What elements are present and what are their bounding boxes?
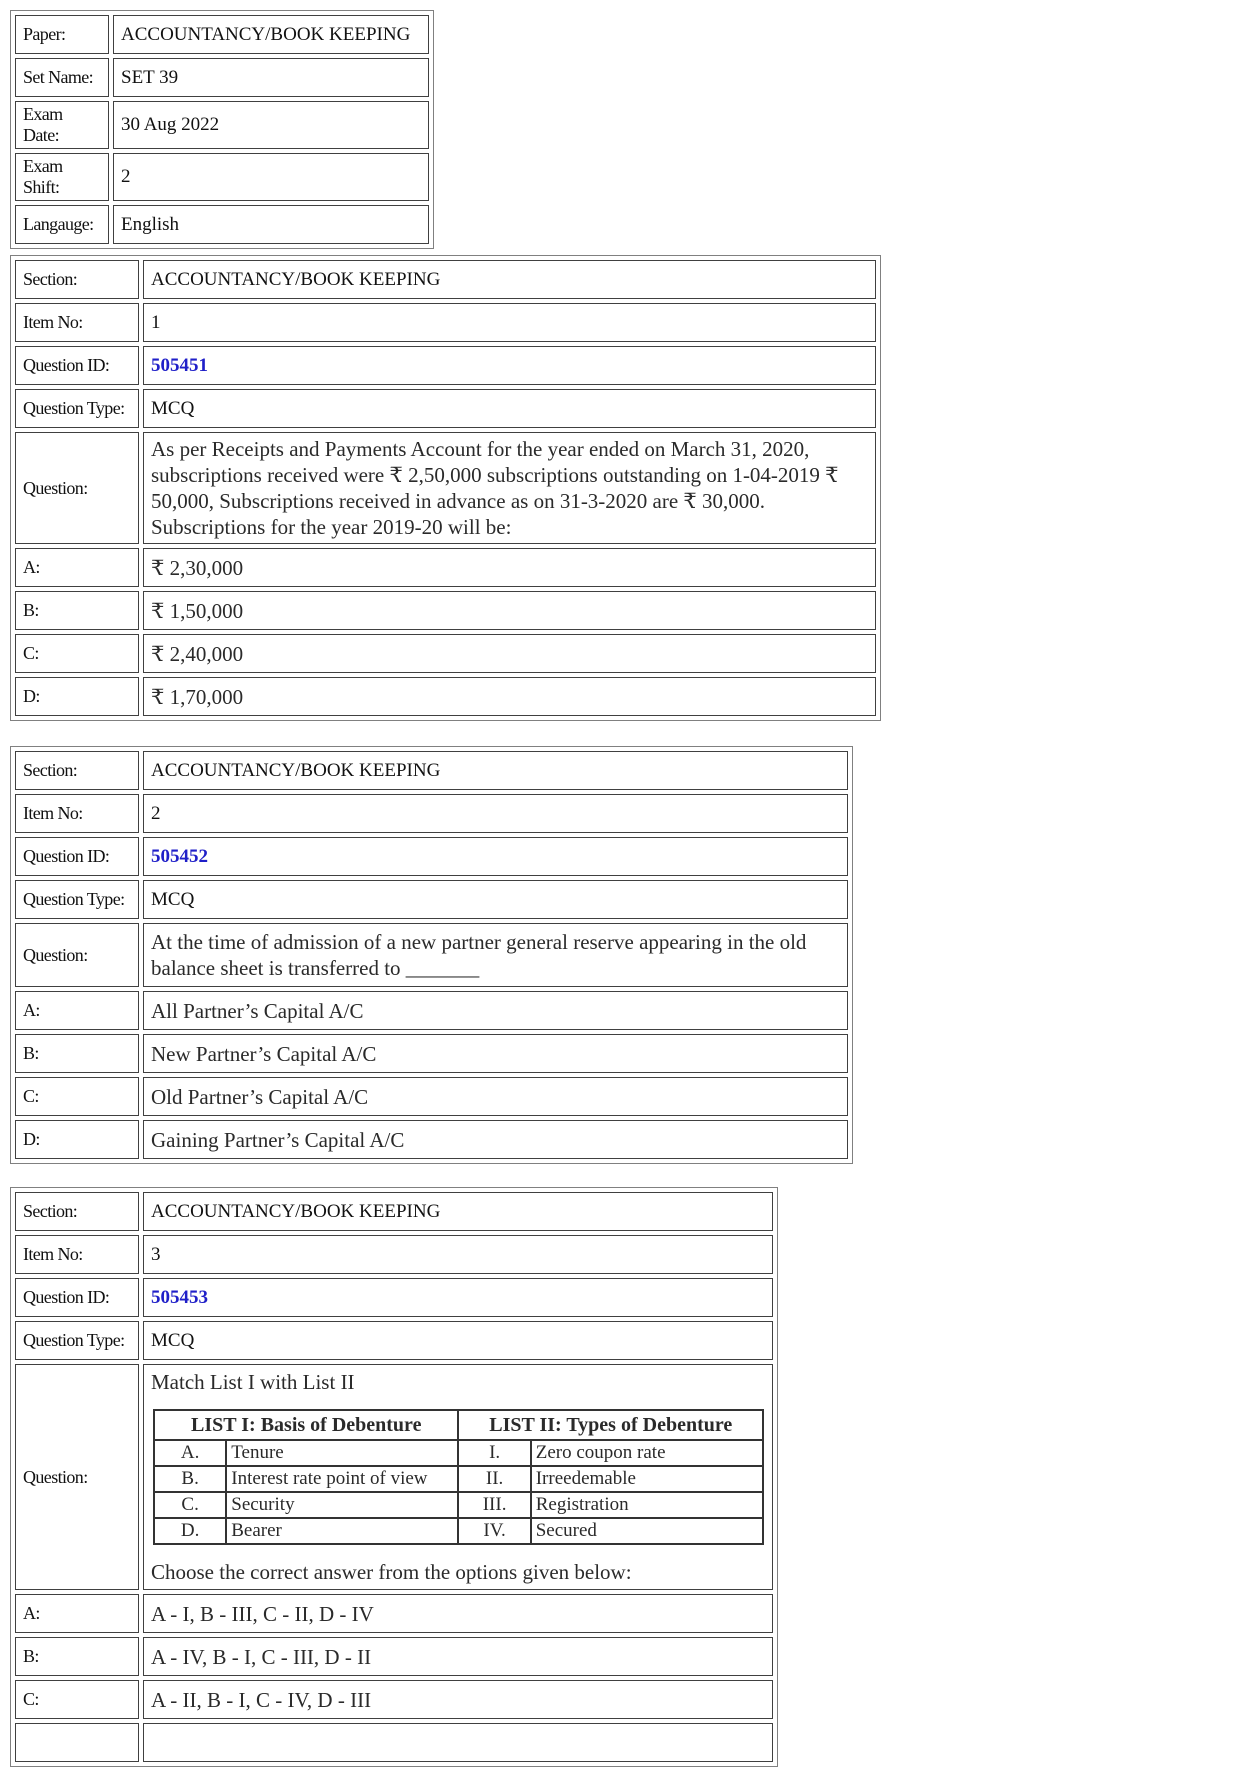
- question-label: Question:: [15, 923, 139, 987]
- list2-key: III.: [458, 1492, 530, 1518]
- item-no-row: [15, 303, 876, 342]
- option-b-label: B:: [15, 1034, 139, 1073]
- question-type-label: Question Type:: [15, 1321, 139, 1360]
- match-table: [153, 1409, 764, 1545]
- option-b-text: ₹ 1,50,000: [143, 591, 876, 630]
- option-b-text: A - IV, B - I, C - III, D - II: [143, 1637, 773, 1676]
- item-no-row: [15, 794, 848, 833]
- option-c-label: C:: [15, 1077, 139, 1116]
- option-c-text: Old Partner’s Capital A/C: [143, 1077, 848, 1116]
- match-row: [154, 1466, 763, 1492]
- option-b-row: [15, 1034, 848, 1073]
- list2-value: Irreedemable: [531, 1466, 763, 1492]
- match-row: [154, 1518, 763, 1544]
- question-type-row: [15, 389, 876, 428]
- section-row: [15, 751, 848, 790]
- section-row: [15, 260, 876, 299]
- section-row: [15, 1192, 773, 1231]
- item-no-value: 3: [143, 1235, 773, 1274]
- list1-key: B.: [154, 1466, 226, 1492]
- option-b-row: [15, 591, 876, 630]
- match-row: [154, 1492, 763, 1518]
- list1-key: A.: [154, 1440, 226, 1466]
- list1-key: C.: [154, 1492, 226, 1518]
- list1-header: LIST I: Basis of Debenture: [154, 1410, 458, 1440]
- list1-value: Tenure: [226, 1440, 458, 1466]
- question-row: [15, 923, 848, 987]
- item-no-value: 1: [143, 303, 876, 342]
- section-label: Section:: [15, 1192, 139, 1231]
- question-id-value: 505451: [143, 346, 876, 385]
- option-c-text: ₹ 2,40,000: [143, 634, 876, 673]
- question-type-value: MCQ: [143, 880, 848, 919]
- section-value: ACCOUNTANCY/BOOK KEEPING: [143, 1192, 773, 1231]
- question-text: As per Receipts and Payments Account for the year ended on March 31, 2020, subscriptions received were ₹ 2,50,000 subscriptions outstanding on 1-04-2019 ₹ 50,000, Subscriptions received in advance as on 31-3-2020 are ₹ 30,000. Subscriptions for the year 2019-20 will be:: [143, 432, 876, 544]
- option-a-text: All Partner’s Capital A/C: [143, 991, 848, 1030]
- set-name-row: [15, 58, 429, 97]
- question-type-label: Question Type:: [15, 389, 139, 428]
- list1-value: Security: [226, 1492, 458, 1518]
- option-a-text: ₹ 2,30,000: [143, 548, 876, 587]
- exam-shift-label: Exam Shift:: [15, 153, 109, 201]
- question-block-1: [10, 255, 881, 721]
- exam-shift-row: [15, 153, 429, 201]
- question-footer: Choose the correct answer from the options given below:: [151, 1560, 632, 1584]
- question-id-value: 505453: [143, 1278, 773, 1317]
- item-no-label: Item No:: [15, 1235, 139, 1274]
- option-d-label: [15, 1723, 139, 1762]
- option-c-label: C:: [15, 1680, 139, 1719]
- exam-date-label: Exam Date:: [15, 101, 109, 149]
- question-id-row: [15, 346, 876, 385]
- option-a-label: A:: [15, 991, 139, 1030]
- question-type-value: MCQ: [143, 1321, 773, 1360]
- question-content: [143, 1364, 773, 1590]
- option-a-label: A:: [15, 1594, 139, 1633]
- option-d-text: ₹ 1,70,000: [143, 677, 876, 716]
- exam-info-table: [10, 10, 434, 249]
- set-name-label: Set Name:: [15, 58, 109, 97]
- option-d-text: [143, 1723, 773, 1762]
- section-label: Section:: [15, 751, 139, 790]
- item-no-value: 2: [143, 794, 848, 833]
- option-c-label: C:: [15, 634, 139, 673]
- set-name-value: SET 39: [113, 58, 429, 97]
- option-a-row: [15, 548, 876, 587]
- exam-shift-value: 2: [113, 153, 429, 201]
- list2-header: LIST II: Types of Debenture: [458, 1410, 763, 1440]
- list2-key: II.: [458, 1466, 530, 1492]
- question-type-value: MCQ: [143, 389, 876, 428]
- question-text: At the time of admission of a new partner general reserve appearing in the old balance sheet is transferred to _______: [143, 923, 848, 987]
- option-d-row: [15, 677, 876, 716]
- option-d-row: [15, 1723, 773, 1762]
- item-no-label: Item No:: [15, 303, 139, 342]
- question-id-label: Question ID:: [15, 346, 139, 385]
- list2-value: Registration: [531, 1492, 763, 1518]
- language-label: Langauge:: [15, 205, 109, 244]
- option-c-row: [15, 1077, 848, 1116]
- section-value: ACCOUNTANCY/BOOK KEEPING: [143, 260, 876, 299]
- list2-value: Zero coupon rate: [531, 1440, 763, 1466]
- match-header-row: [154, 1410, 763, 1440]
- exam-date-row: [15, 101, 429, 149]
- option-d-row: [15, 1120, 848, 1159]
- language-row: [15, 205, 429, 244]
- paper-label: Paper:: [15, 15, 109, 54]
- option-c-row: [15, 1680, 773, 1719]
- question-row: [15, 1364, 773, 1590]
- question-row: [15, 432, 876, 544]
- item-no-row: [15, 1235, 773, 1274]
- option-d-label: D:: [15, 677, 139, 716]
- option-b-label: B:: [15, 1637, 139, 1676]
- question-type-row: [15, 1321, 773, 1360]
- section-label: Section:: [15, 260, 139, 299]
- exam-date-value: 30 Aug 2022: [113, 101, 429, 149]
- list1-key: D.: [154, 1518, 226, 1544]
- option-a-row: [15, 1594, 773, 1633]
- question-type-row: [15, 880, 848, 919]
- question-label: Question:: [15, 432, 139, 544]
- list1-value: Interest rate point of view: [226, 1466, 458, 1492]
- list1-value: Bearer: [226, 1518, 458, 1544]
- option-b-text: New Partner’s Capital A/C: [143, 1034, 848, 1073]
- option-b-row: [15, 1637, 773, 1676]
- list2-key: IV.: [458, 1518, 530, 1544]
- option-a-label: A:: [15, 548, 139, 587]
- option-d-label: D:: [15, 1120, 139, 1159]
- list2-key: I.: [458, 1440, 530, 1466]
- option-b-label: B:: [15, 591, 139, 630]
- question-text: Match List I with List II: [151, 1370, 355, 1394]
- paper-value: ACCOUNTANCY/BOOK KEEPING: [113, 15, 429, 54]
- paper-row: [15, 15, 429, 54]
- question-block-3: [10, 1187, 778, 1767]
- option-a-text: A - I, B - III, C - II, D - IV: [143, 1594, 773, 1633]
- question-id-row: [15, 1278, 773, 1317]
- question-id-value: 505452: [143, 837, 848, 876]
- option-a-row: [15, 991, 848, 1030]
- language-value: English: [113, 205, 429, 244]
- question-label: Question:: [15, 1364, 139, 1590]
- question-id-row: [15, 837, 848, 876]
- item-no-label: Item No:: [15, 794, 139, 833]
- list2-value: Secured: [531, 1518, 763, 1544]
- question-id-label: Question ID:: [15, 837, 139, 876]
- question-type-label: Question Type:: [15, 880, 139, 919]
- question-id-label: Question ID:: [15, 1278, 139, 1317]
- option-c-row: [15, 634, 876, 673]
- match-row: [154, 1440, 763, 1466]
- question-block-2: [10, 746, 853, 1164]
- section-value: ACCOUNTANCY/BOOK KEEPING: [143, 751, 848, 790]
- option-c-text: A - II, B - I, C - IV, D - III: [143, 1680, 773, 1719]
- option-d-text: Gaining Partner’s Capital A/C: [143, 1120, 848, 1159]
